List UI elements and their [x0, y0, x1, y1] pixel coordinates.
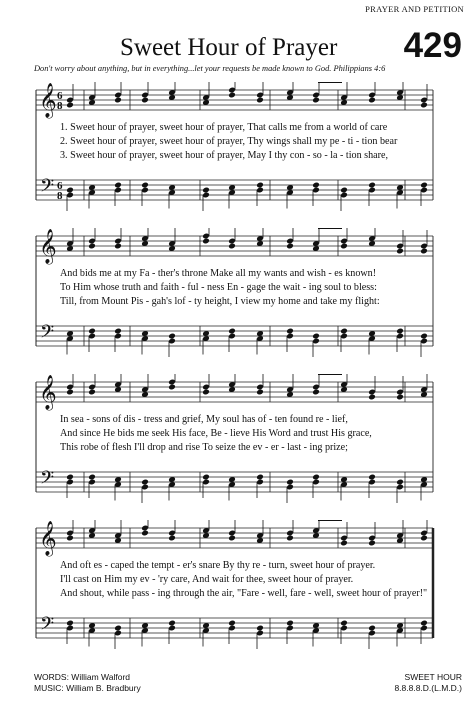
note-head	[312, 182, 320, 189]
note-head	[312, 97, 320, 104]
note-head	[228, 620, 236, 627]
verse-line-1: And oft es - caped the tempt - er's snare By thy re - turn, sweet hour of prayer.	[60, 560, 376, 571]
verse-line-2: To Him whose truth and faith - ful - ness En - gage the wait - ing soul to bless:	[60, 282, 377, 293]
hymn-title: Sweet Hour of Prayer	[120, 34, 338, 61]
verse-line-3: And shout, while pass - ing through the air, "Fare - well, fare - well, sweet hour of prayer!"	[60, 588, 428, 599]
note-head	[256, 474, 264, 481]
hymn-category: PRAYER AND PETITION	[365, 4, 464, 14]
treble-clef-icon: 𝄞	[39, 375, 57, 410]
note-head	[88, 474, 96, 481]
treble-clef-icon: 𝄞	[39, 83, 57, 118]
note-head	[340, 620, 348, 627]
note-head	[88, 243, 96, 250]
note-head	[256, 97, 264, 104]
note-head	[202, 187, 210, 194]
verse-line-2: 2. Sweet hour of prayer, sweet hour of prayer, Thy wings shall my pe - ti - tion bear	[60, 136, 398, 147]
verse-line-2: I'll cast on Him my ev - 'ry care, And wait for thee, sweet hour of prayer.	[60, 574, 354, 585]
note-head	[88, 328, 96, 335]
note-head	[114, 243, 122, 250]
note-head	[420, 248, 428, 255]
note-head	[228, 328, 236, 335]
verse-line-3: Till, from Mount Pis - gah's lof - ty height, I view my home and take my flight:	[60, 296, 380, 307]
note-head	[168, 620, 176, 627]
note-head	[420, 182, 428, 189]
note-head	[202, 474, 210, 481]
note-head	[420, 535, 428, 542]
verse-line-3: This robe of flesh I'll drop and rise To seize the ev - er - last - ing prize;	[60, 442, 348, 453]
note-head	[368, 474, 376, 481]
note-head	[368, 97, 376, 104]
note-head	[141, 97, 149, 104]
note-head	[66, 535, 74, 542]
bass-clef-icon: 𝄢	[40, 322, 55, 347]
words-credit: WORDS: William Walford	[34, 672, 131, 682]
note-head	[202, 238, 210, 245]
note-head	[396, 479, 404, 486]
note-head	[66, 474, 74, 481]
note-head	[141, 530, 149, 537]
note-head	[228, 535, 236, 542]
note-head	[396, 394, 404, 401]
note-head	[312, 333, 320, 340]
note-head	[286, 479, 294, 486]
note-head	[368, 625, 376, 632]
music-system-3	[0, 374, 474, 504]
time-signature: 8	[57, 190, 63, 202]
note-head	[66, 187, 74, 194]
bass-clef-icon: 𝄢	[40, 468, 55, 493]
note-head	[66, 389, 74, 396]
time-signature: 6	[57, 90, 63, 102]
note-head	[141, 182, 149, 189]
tune-info	[394, 672, 462, 694]
note-head	[66, 620, 74, 627]
note-head	[340, 540, 348, 547]
note-head	[286, 535, 294, 542]
music-system-4	[0, 520, 474, 650]
note-head	[286, 620, 294, 627]
note-head	[66, 102, 74, 109]
bass-clef-icon: 𝄢	[40, 614, 55, 639]
bass-clef-icon: 𝄢	[40, 176, 55, 201]
note-head	[141, 479, 149, 486]
note-head	[340, 243, 348, 250]
note-head	[114, 182, 122, 189]
verse-line-2: And since He bids me seek His face, Be - lieve His Word and trust His grace,	[60, 428, 372, 439]
note-head	[228, 243, 236, 250]
note-head	[168, 535, 176, 542]
note-head	[368, 182, 376, 189]
note-head	[256, 389, 264, 396]
note-head	[168, 384, 176, 391]
note-head	[114, 625, 122, 632]
note-head	[420, 333, 428, 340]
note-head	[340, 328, 348, 335]
time-signature: 6	[57, 180, 63, 192]
note-head	[286, 243, 294, 250]
verse-line-3: 3. Sweet hour of prayer, sweet hour of prayer, May I thy con - so - la - tion share,	[60, 150, 388, 161]
treble-clef-icon: 𝄞	[39, 229, 57, 264]
verse-line-1: And bids me at my Fa - ther's throne Make all my wants and wish - es known!	[60, 268, 377, 279]
note-head	[256, 182, 264, 189]
note-head	[396, 328, 404, 335]
note-head	[368, 540, 376, 547]
note-head	[88, 389, 96, 396]
note-head	[202, 389, 210, 396]
note-head	[340, 187, 348, 194]
note-head	[168, 333, 176, 340]
verse-line-1: In sea - sons of dis - tress and grief, My soul has of - ten found re - lief,	[60, 414, 348, 425]
scripture-quote: Don't worry about anything, but in everything...let your requests be made known to God. Philippians 4:6	[34, 64, 386, 73]
hymn-number: 429	[403, 26, 462, 65]
note-head	[114, 97, 122, 104]
meter: 8.8.8.8.D.(L.M.D.)	[394, 683, 462, 693]
note-head	[396, 248, 404, 255]
note-head	[286, 328, 294, 335]
time-signature: 8	[57, 100, 63, 112]
note-head	[256, 625, 264, 632]
music-credit: MUSIC: William B. Bradbury	[34, 683, 141, 693]
note-head	[312, 474, 320, 481]
note-head	[114, 328, 122, 335]
note-head	[312, 389, 320, 396]
note-head	[228, 92, 236, 99]
note-head	[420, 102, 428, 109]
note-head	[368, 394, 376, 401]
credits	[34, 672, 141, 694]
verse-line-1: 1. Sweet hour of prayer, sweet hour of prayer, That calls me from a world of care	[60, 122, 388, 133]
tune-name: SWEET HOUR	[404, 672, 462, 682]
music-system-1	[0, 82, 474, 212]
note-head	[420, 620, 428, 627]
treble-clef-icon: 𝄞	[39, 521, 57, 556]
music-system-2	[0, 228, 474, 358]
